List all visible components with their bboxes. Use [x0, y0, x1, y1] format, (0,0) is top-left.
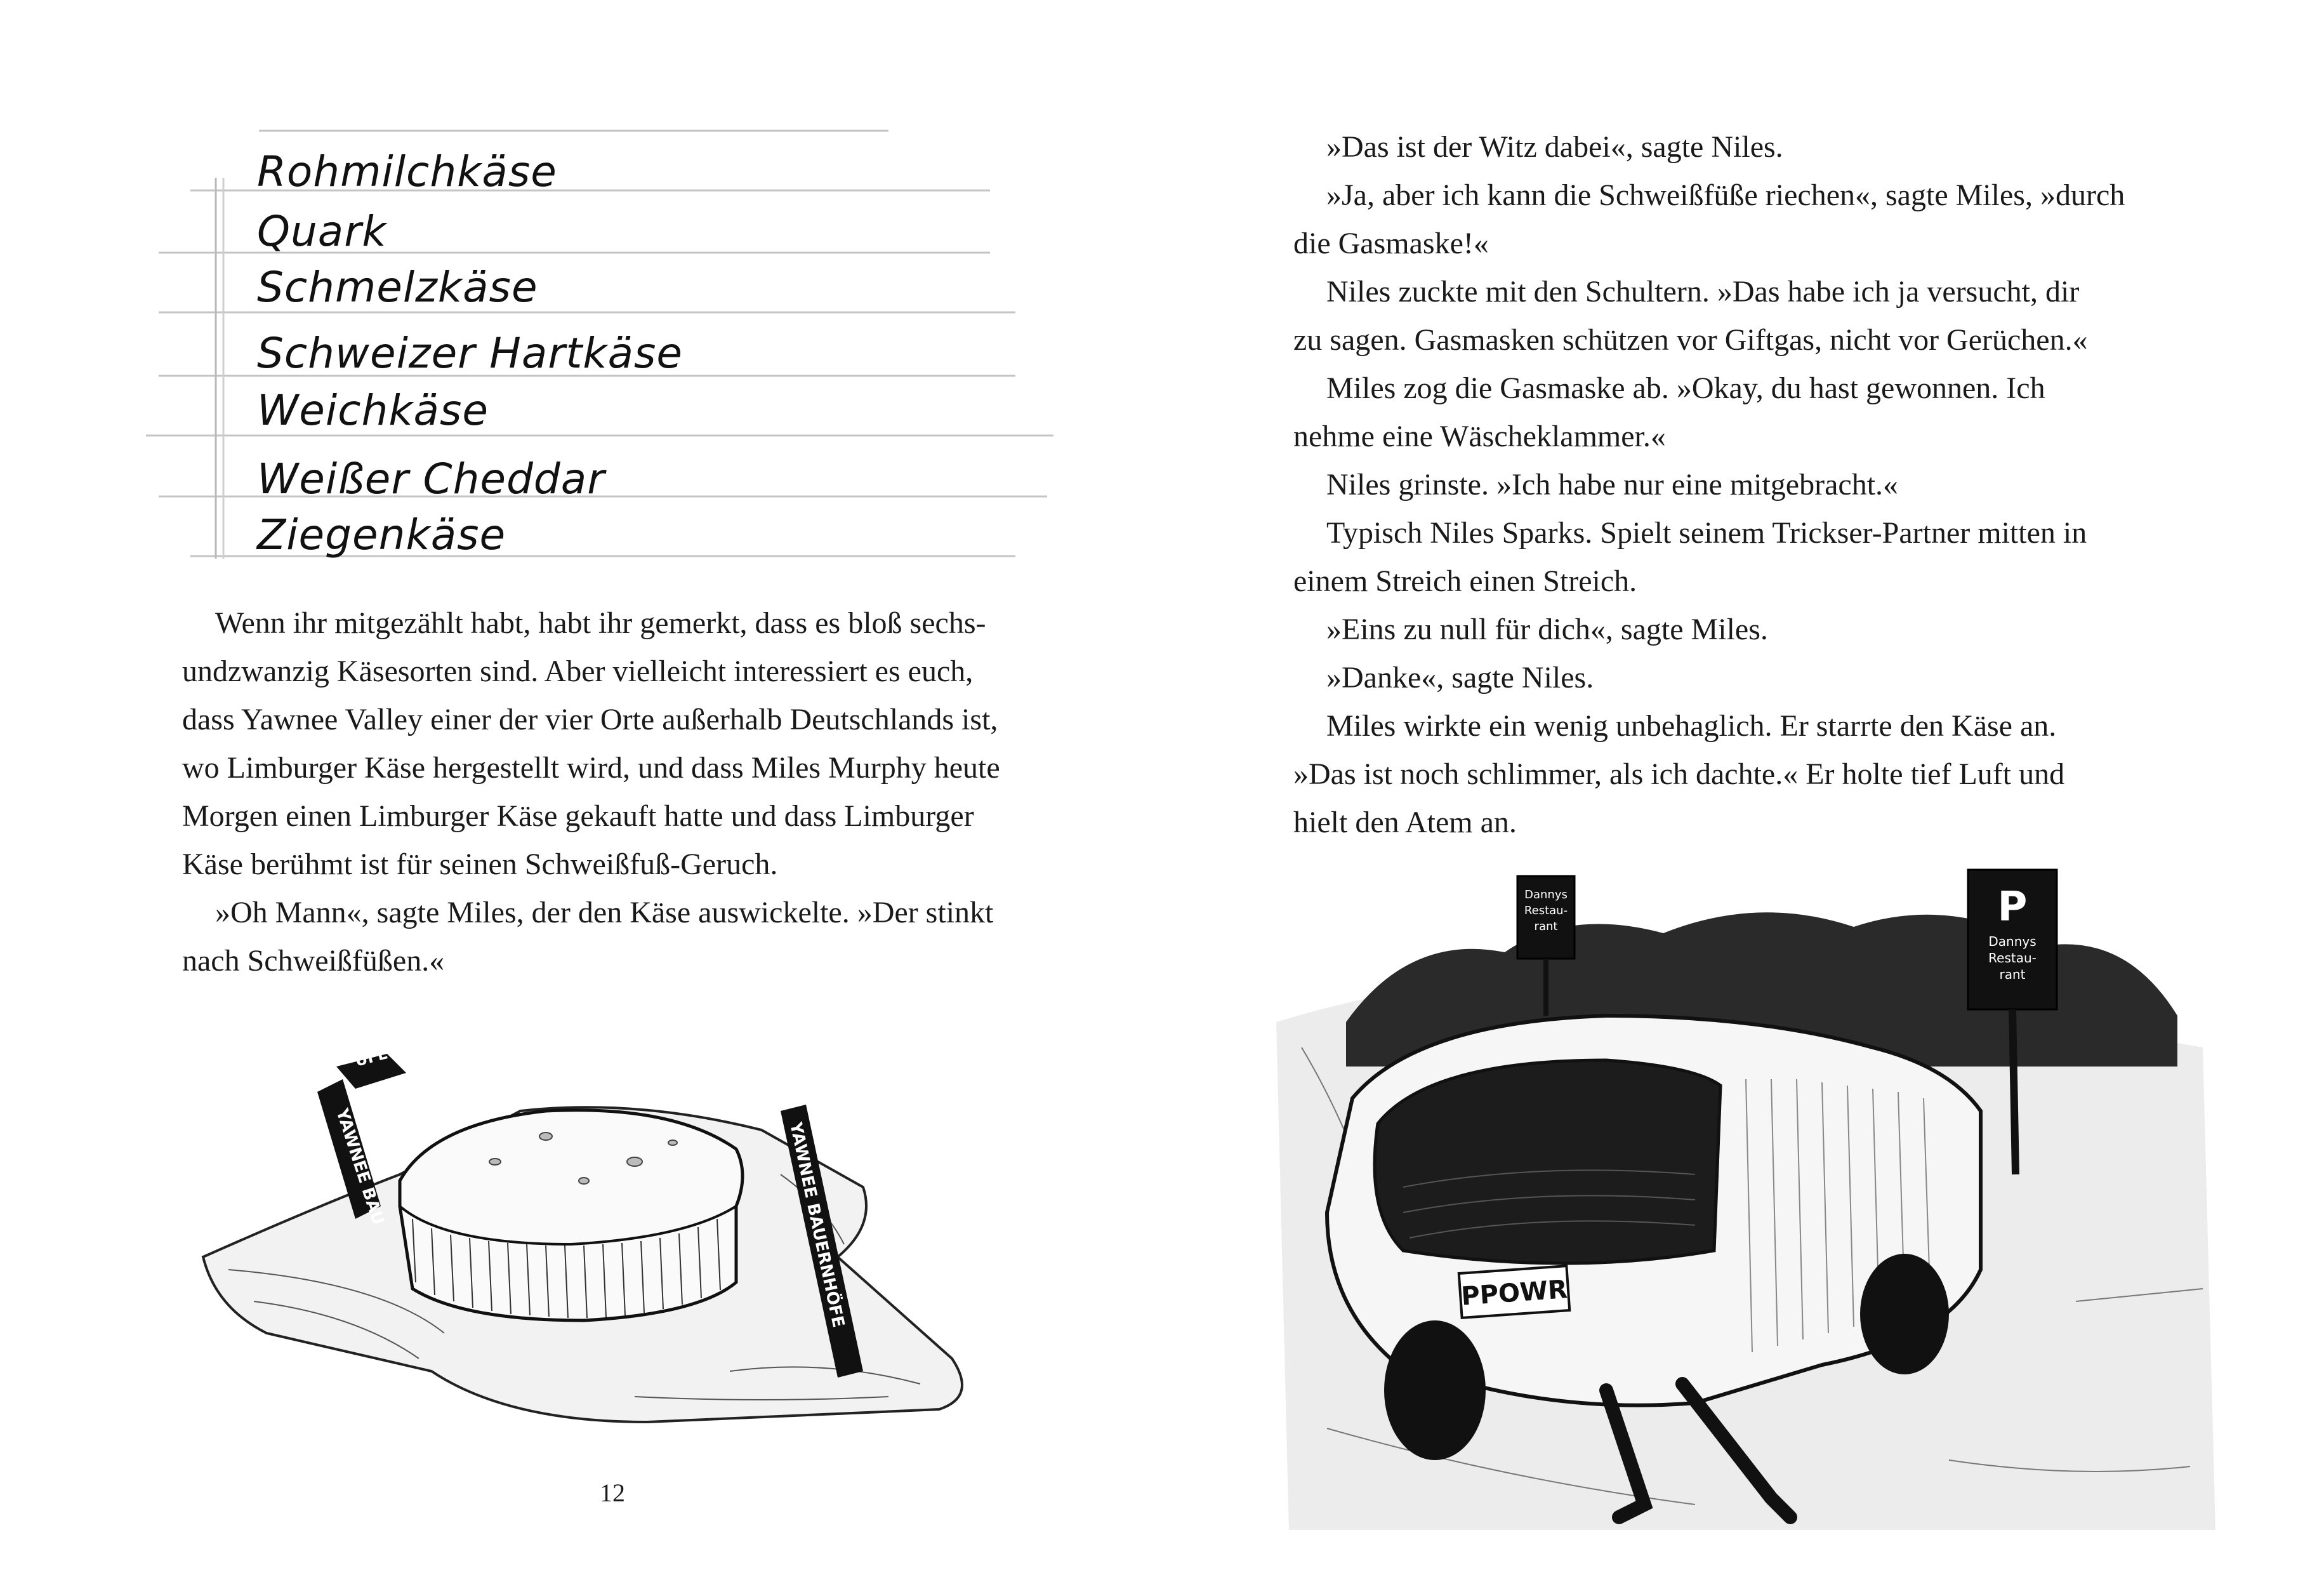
cheese-list-item: Schmelzkäse: [257, 263, 538, 312]
cheese-list-item: Quark: [257, 207, 387, 256]
text-line: Käse berühmt ist für seinen Schweißfuß-Geruch.: [182, 847, 778, 881]
notebook-ruling: [0, 0, 1162, 609]
text-line: Typisch Niles Sparks. Spielt seinem Trickser-Partner mitten in: [1326, 516, 2087, 550]
text-line: »Das ist noch schlimmer, als ich dachte.« Er holte tief Luft und: [1293, 757, 2065, 791]
right-page: [1162, 0, 2324, 1575]
license-plate-text: PPOWR: [1460, 1275, 1569, 1312]
text-line: einem Streich einen Streich.: [1293, 564, 1637, 598]
car-illustration: [1251, 857, 2241, 1555]
text-line: »Oh Mann«, sagte Miles, der den Käse auswickelte. »Der stinkt: [215, 896, 994, 929]
text-line: undzwanzig Käsesorten sind. Aber vielleicht interessiert es euch,: [182, 655, 974, 688]
cheese-list-item: Schweizer Hartkäse: [257, 329, 683, 378]
ribbon-label: UFE: [353, 1044, 390, 1070]
text-line: »Eins zu null für dich«, sagte Miles.: [1326, 613, 1768, 646]
cheese-list-item: Weißer Cheddar: [257, 455, 605, 503]
text-line: Wenn ihr mitgezählt habt, habt ihr gemerkt, dass es bloß sechs-: [215, 606, 986, 640]
page-number: 12: [600, 1479, 625, 1507]
sign-text: Restau-: [1524, 904, 1568, 917]
sign-text: Dannys: [1988, 934, 2037, 949]
text-line: wo Limburger Käse hergestellt wird, und dass Miles Murphy heute: [182, 751, 1000, 785]
text-line: Miles wirkte ein wenig unbehaglich. Er starrte den Käse an.: [1326, 709, 2057, 743]
ribbon-label: YAWNEE BAUERNHÖFE: [786, 1120, 848, 1329]
text-line: Miles zog die Gasmaske ab. »Okay, du hast gewonnen. Ich: [1326, 371, 2045, 405]
cheese-illustration: [190, 1016, 1079, 1447]
right-text-block: [1293, 123, 2164, 847]
sign-text: Restau-: [1988, 950, 2037, 966]
sign-text: Dannys: [1524, 888, 1568, 901]
text-line: »Das ist der Witz dabei«, sagte Niles.: [1326, 130, 1783, 164]
text-line: dass Yawnee Valley einer der vier Orte außerhalb Deutschlands ist,: [182, 703, 998, 736]
sign-text: rant: [1534, 920, 1558, 933]
parking-letter: P: [1997, 884, 2028, 931]
text-line: »Ja, aber ich kann die Schweißfüße riechen«, sagte Miles, »durch: [1326, 178, 2125, 212]
text-line: zu sagen. Gasmasken schützen vor Giftgas, nicht vor Gerüchen.«: [1293, 323, 2088, 357]
text-line: nehme eine Wäscheklammer.«: [1293, 420, 1666, 453]
left-paragraph-1: [182, 599, 1052, 985]
text-line: hielt den Atem an.: [1293, 806, 1517, 839]
text-line: nach Schweißfüßen.«: [182, 944, 445, 978]
cheese-list-item: Rohmilchkäse: [257, 147, 557, 196]
text-line: Morgen einen Limburger Käse gekauft hatte und dass Limburger: [182, 799, 974, 833]
cheese-list-item: Weichkäse: [257, 386, 489, 435]
text-line: Niles zuckte mit den Schultern. »Das habe ich ja versucht, dir: [1326, 275, 2080, 309]
ribbon-label: YAWNEE BAU: [332, 1106, 388, 1228]
text-line: »Danke«, sagte Niles.: [1326, 661, 1594, 694]
text-line: Niles grinste. »Ich habe nur eine mitgebracht.«: [1326, 468, 1899, 502]
text-line: die Gasmaske!«: [1293, 227, 1489, 260]
cheese-list-item: Ziegenkäse: [257, 510, 506, 559]
sign-text: rant: [1999, 967, 2026, 982]
